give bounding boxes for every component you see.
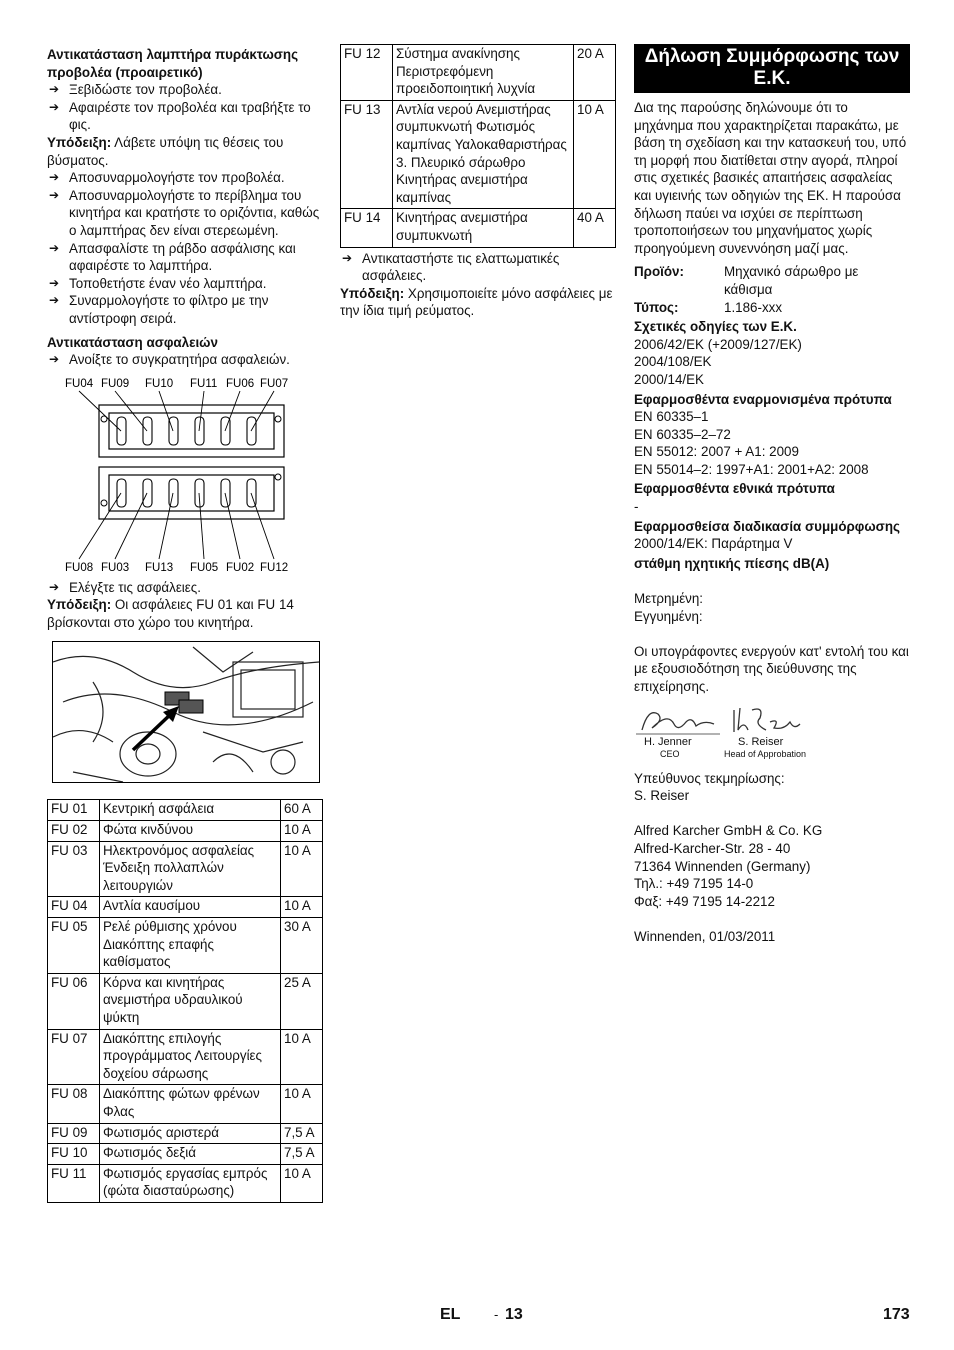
fuse-label: FU06: [226, 377, 255, 390]
directive-item: 2000/14/ΕΚ: [634, 371, 704, 387]
fuse-slot: [117, 479, 126, 507]
arrow-icon: ➔: [49, 275, 60, 290]
documentation-name: S. Reiser: [634, 788, 690, 804]
fuse-slot: [169, 479, 178, 507]
step-item: ➔ Αφαιρέστε τον προβολέα και τραβήξτε το φις.: [49, 99, 311, 133]
fuse-id-cell: FU 14: [341, 209, 393, 247]
arrow-icon: ➔: [49, 240, 60, 255]
leader-line: [199, 493, 204, 559]
fuse-id-cell: FU 05: [48, 918, 100, 974]
fuse-function-cell: Φωτισμός δεξιά: [100, 1144, 281, 1165]
table-row: [48, 918, 323, 974]
arrow-icon: ➔: [49, 352, 60, 367]
directive-item: 2004/108/ΕΚ: [634, 354, 712, 370]
standards-heading: Εφαρμοσθέντα εναρμονισμένα πρότυπα: [634, 391, 892, 407]
fuse-id-cell: FU 06: [48, 973, 100, 1029]
fuse-label: FU08: [65, 561, 94, 574]
arrow-icon: ➔: [49, 187, 60, 202]
handwritten-signatures: [634, 704, 834, 738]
fuse-table-2: [340, 44, 616, 248]
address-line: 71364 Winnenden (Germany): [634, 858, 811, 874]
fuse-rating-cell: 20 A: [574, 45, 616, 101]
fuse-label: FU12: [260, 561, 289, 574]
note-engine-fuses: Υπόδειξη: Οι ασφάλειες FU 01 και FU 14 βρίσκονται στο χώρο του κινητήρα.: [47, 597, 294, 630]
table-row: [341, 45, 616, 101]
fuse-label: FU13: [145, 561, 174, 574]
measured-label: Μετρημένη:: [634, 591, 704, 607]
engine-illustration: [53, 642, 319, 782]
step-check-fuses: ➔ Ελέγξτε τις ασφάλειες.: [49, 579, 201, 595]
fuse-function-cell: Φώτα κινδύνου: [100, 821, 281, 842]
footer-page-number: 173: [883, 1306, 910, 1323]
leader-line: [159, 391, 173, 431]
fuse-label: FU02: [226, 561, 255, 574]
documentation-label: Υπεύθυνος τεκμηρίωσης:: [634, 770, 785, 786]
national-standards-heading: Εφαρμοσθέντα εθνικά πρότυπα: [634, 481, 835, 497]
leader-line: [251, 391, 274, 431]
company-address: [634, 822, 910, 910]
table-row: [48, 1085, 323, 1123]
signature-2-title: Head of Approbation: [724, 748, 807, 759]
note-plug-positions: Υπόδειξη: Λάβετε υπόψη τις θέσεις του βύσματος.: [47, 134, 284, 168]
signatories-text: Οι υπογράφοντες ενεργούν κατ' εντολή του και με εξουσιοδότηση της διεύθυνσης της επιχείρησης.: [634, 643, 909, 694]
fuse-slot: [169, 417, 178, 445]
fuse-id-cell: FU 04: [48, 897, 100, 918]
lamp-steps-b: [47, 169, 323, 327]
table-row: [341, 209, 616, 247]
fuse-slot: [143, 417, 152, 445]
address-line: Φαξ: +49 7195 14-2212: [634, 893, 775, 909]
fuse-rating-cell: 10 A: [281, 1085, 323, 1123]
fuse-function-cell: Κόρνα και κινητήρας ανεμιστήρα υδραυλικού ψύκτη: [100, 973, 281, 1029]
step-item: ➔ Συναρμολογήστε το φίλτρο με την αντίστροφη σειρά.: [49, 293, 269, 326]
fuse-rating-cell: 40 A: [574, 209, 616, 247]
directive-item: 2006/42/ΕΚ (+2009/127/ΕΚ): [634, 336, 802, 352]
noise-heading: στάθμη ηχητικής πίεσης dB(A): [634, 555, 830, 571]
procedure-heading: Εφαρμοσθείσα διαδικασία συμμόρφωσης: [634, 518, 900, 534]
standards-list: [634, 408, 910, 478]
table-row: [48, 1123, 323, 1144]
fuse-label: FU07: [260, 377, 289, 390]
step-item: ➔ Τοποθετήστε έναν νέο λαμπτήρα.: [49, 275, 267, 291]
standard-item: EN 55012: 2007 + A1: 2009: [634, 444, 799, 460]
leader-line: [115, 391, 147, 431]
fuse-slot: [117, 417, 126, 445]
declaration-intro: Δια της παρούσης δηλώνουμε ότι το μηχάνημα που χαρακτηρίζεται παρακάτω, με βάση τη σχεδίαση και την κατασκευή του, υπό τη μορφή που διατίθεται στην αγορά, πληροί στις σχετικές βασικές απαιτήσεις ασφαλείας και υγιεινής των οδηγιών της ΕΚ. Η παρούσα δήλωση παύει να ισχύει σε περίπτωση τροποποιήσεων του μηχανήματος χωρίς προηγούμενη συνεννόηση μαζί μας.: [634, 100, 907, 256]
footer-dash: -: [494, 1307, 499, 1322]
fuse-function-cell: Φωτισμός αριστερά: [100, 1123, 281, 1144]
table-row: [48, 897, 323, 918]
fuse-id-cell: FU 10: [48, 1144, 100, 1165]
fuse-function-cell: Αντλία καυσίμου: [100, 897, 281, 918]
signature-2-name: S. Reiser: [738, 735, 784, 748]
table-row: [48, 1029, 323, 1085]
table-row: [48, 973, 323, 1029]
directives-list: [634, 336, 910, 389]
fuse-table-1: [47, 799, 323, 1202]
fuse-box-drawing: [47, 375, 323, 575]
fuse-rating-cell: 10 A: [281, 841, 323, 897]
step-item: ➔ Αποσυναρμολογήστε το περίβλημα του κινητήρα και κρατήστε το οριζόντια, καθώς ο λαμπτήρας δεν είναι στερεωμένη.: [49, 187, 320, 238]
fuse-id-cell: FU 01: [48, 800, 100, 821]
fuse-function-cell: Σύστημα ανακίνησης Περιστρεφόμενη προειδοποιητική λυχνία: [393, 45, 574, 101]
leader-line: [159, 493, 173, 559]
fuse-rating-cell: 10 A: [281, 821, 323, 842]
fuse-rating-cell: 7,5 A: [281, 1123, 323, 1144]
product-row: Προϊόν: Μηχανικό σάρωθρο με κάθισμα: [634, 264, 859, 297]
step-item: ➔ Απασφαλίστε τη ράβδο ασφάλισης και αφαιρέστε το λαμπτήρα.: [49, 240, 296, 274]
leader-line: [79, 493, 121, 559]
fuse-function-cell: Ρελέ ρύθμισης χρόνου Διακόπτης επαφής καθίσματος: [100, 918, 281, 974]
type-row: Τύπος: 1.186-xxx: [634, 299, 783, 315]
fuse-label: FU10: [145, 377, 174, 390]
arrow-icon: ➔: [49, 82, 60, 97]
fuse-function-cell: Κινητήρας ανεμιστήρα συμπυκνωτή: [393, 209, 574, 247]
address-line: Alfred-Karcher-Str. 28 - 40: [634, 840, 791, 856]
fuse-label: FU04: [65, 377, 94, 390]
leader-line: [225, 391, 240, 431]
leader-line: [115, 493, 147, 559]
heading-fuse-replacement: Αντικατάσταση ασφαλειών: [47, 334, 218, 350]
fuse-function-cell: Διακόπτης φώτων φρένων Φλας: [100, 1085, 281, 1123]
step-open-fuse-holder: ➔ Ανοίξτε το συγκρατητήρα ασφαλειών.: [49, 352, 290, 368]
address-line: Alfred Karcher GmbH & Co. KG: [634, 823, 823, 839]
directives-heading: Σχετικές οδηγίες των Ε.Κ.: [634, 319, 797, 335]
fuse-id-cell: FU 12: [341, 45, 393, 101]
table-row: [341, 100, 616, 209]
arrow-icon: ➔: [49, 99, 60, 114]
fuse-id-cell: FU 02: [48, 821, 100, 842]
footer-local-page: 13: [505, 1306, 523, 1323]
step-replace-faulty: ➔ Αντικαταστήστε τις ελαττωματικές ασφάλειες.: [342, 250, 560, 284]
fuse-id-cell: FU 08: [48, 1085, 100, 1123]
fuse-rating-cell: 10 A: [281, 1029, 323, 1085]
fuse-label: FU03: [101, 561, 130, 574]
fuse-rating-cell: 25 A: [281, 973, 323, 1029]
address-line: Τηλ.: +49 7195 14-0: [634, 876, 754, 892]
table-row: [48, 821, 323, 842]
step-item: ➔ Αποσυναρμολογήστε τον προβολέα.: [49, 170, 285, 186]
note-same-rating: Υπόδειξη: Χρησιμοποιείτε μόνο ασφάλειες με την ίδια τιμή ρεύματος.: [340, 285, 613, 319]
table-row: [48, 841, 323, 897]
fuse-label: FU05: [190, 561, 219, 574]
arrow-icon: ➔: [49, 293, 60, 308]
leader-line: [225, 493, 240, 559]
procedure-value: 2000/14/ΕΚ: Παράρτημα V: [634, 536, 793, 552]
table-row: [48, 1144, 323, 1165]
fuse-function-cell: Ηλεκτρονόμος ασφαλείας Ένδειξη πολλαπλών λειτουργιών: [100, 841, 281, 897]
fuse-function-cell: Φωτισμός εργασίας εμπρός (φώτα διασταύρωσης): [100, 1164, 281, 1202]
place-date: Winnenden, 01/03/2011: [634, 928, 776, 944]
middle-column: [340, 44, 616, 320]
fuse-rating-cell: 10 A: [281, 897, 323, 918]
standard-item: EN 55014–2: 1997+A1: 2001+A2: 2008: [634, 461, 869, 477]
fuse-rating-cell: 10 A: [574, 100, 616, 209]
fuse-function-cell: Αντλία νερού Ανεμιστήρας συμπυκνωτή Φωτισμός καμπίνας Υαλοκαθαριστήρας 3. Πλευρικό σάρωθρο Κινητήρας ανεμιστήρα καμπίνας: [393, 100, 574, 209]
fuse-rating-cell: 10 A: [281, 1164, 323, 1202]
standard-item: EN 60335–1: [634, 409, 709, 425]
fuse-box-diagram: [47, 375, 323, 575]
fuse-label: FU11: [190, 377, 218, 390]
fuse-id-cell: FU 13: [341, 100, 393, 209]
fuse-rating-cell: 30 A: [281, 918, 323, 974]
leader-line: [251, 493, 274, 559]
declaration-banner: Δήλωση Συμμόρφωσης των Ε.Κ.: [634, 44, 910, 93]
table-row: [48, 800, 323, 821]
left-column: [47, 44, 323, 1203]
fuse-id-cell: FU 09: [48, 1123, 100, 1144]
right-column: [634, 44, 910, 946]
fuse-function-cell: Κεντρική ασφάλεια: [100, 800, 281, 821]
fuse-slot: [143, 479, 152, 507]
fuse-label: FU09: [101, 377, 130, 390]
guaranteed-label: Εγγυημένη:: [634, 608, 703, 624]
arrow-icon: ➔: [49, 170, 60, 185]
fuse-rating-cell: 60 A: [281, 800, 323, 821]
fuse-slot: [221, 479, 230, 507]
table-row: [48, 1164, 323, 1202]
arrow-icon: ➔: [49, 579, 60, 594]
national-standards-value: -: [634, 499, 639, 515]
lamp-steps-a: [47, 81, 323, 134]
leader-line: [79, 391, 121, 431]
fuse-id-cell: FU 03: [48, 841, 100, 897]
footer-language: EL: [440, 1306, 461, 1323]
leader-line: [199, 391, 204, 431]
fuse-function-cell: Διακόπτης επιλογής προγράμματος Λειτουργίες δοχείου σάρωσης: [100, 1029, 281, 1085]
arrow-icon: ➔: [342, 250, 353, 265]
heading-lamp-replacement: Αντικατάσταση λαμπτήρα πυράκτωσης προβολέα (προαιρετικό): [47, 47, 299, 80]
step-item: ➔ Ξεβιδώστε τον προβολέα.: [49, 82, 222, 98]
fuse-slot: [195, 417, 204, 445]
fuse-rating-cell: 7,5 A: [281, 1144, 323, 1165]
signature-1-name: H. Jenner: [644, 735, 692, 748]
signature-block: [634, 704, 910, 764]
standard-item: EN 60335–2–72: [634, 426, 731, 442]
signature-1-title: CEO: [660, 748, 680, 759]
fuse-id-cell: FU 11: [48, 1164, 100, 1202]
fuse-id-cell: FU 07: [48, 1029, 100, 1085]
engine-compartment-photo: [52, 641, 320, 783]
